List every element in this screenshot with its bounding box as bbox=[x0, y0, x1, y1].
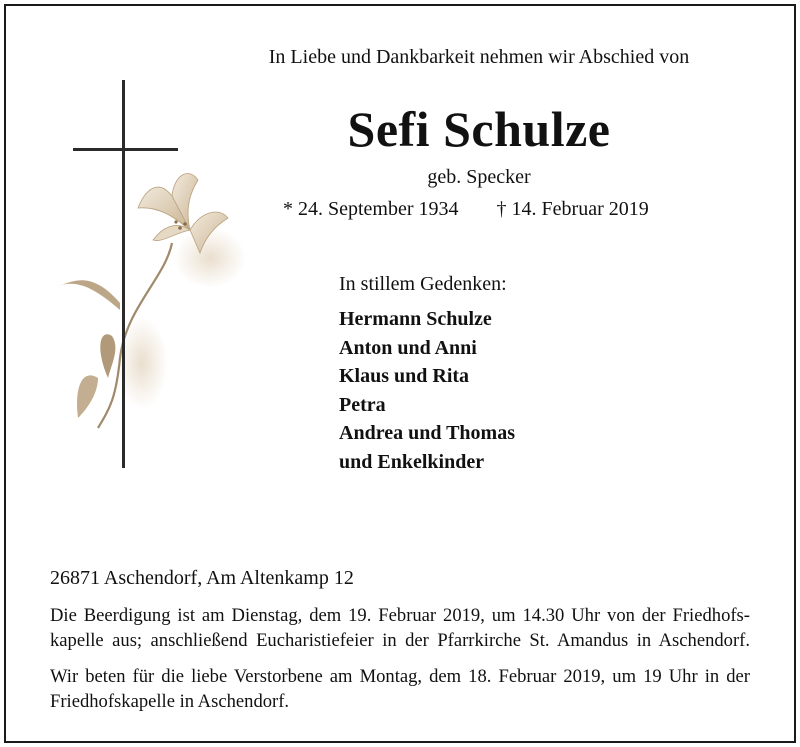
mourner-name: Anton und Anni bbox=[339, 336, 477, 359]
mourner-name: Hermann Schulze bbox=[339, 308, 492, 330]
deceased-name: Sefi Schulze bbox=[347, 101, 611, 157]
mourner-name: und Enkelkinder bbox=[339, 450, 485, 473]
maiden-name: geb. Specker bbox=[427, 166, 531, 188]
prayer-line: Friedhofskapelle in Aschendorf. bbox=[50, 691, 290, 712]
funeral-line: Die Beerdigung ist am Dienstag, dem 19. Februar 2019, um 14.30 Uhr von der Friedhofs- bbox=[50, 605, 750, 626]
mourner-name: Andrea und Thomas bbox=[339, 422, 515, 445]
funeral-details bbox=[50, 603, 750, 653]
mourner-name: Klaus und Rita bbox=[339, 365, 470, 388]
memory-heading: In stillem Gedenken: bbox=[339, 273, 507, 295]
death-date: † 14. Februar 2019 bbox=[496, 198, 649, 220]
prayer-details bbox=[50, 664, 750, 714]
mourners-list bbox=[339, 305, 515, 477]
mourner-name: Petra bbox=[339, 393, 386, 416]
family-address: 26871 Aschendorf, Am Altenkamp 12 bbox=[50, 567, 354, 589]
prayer-line: Wir beten für die liebe Verstorbene am Montag, dem 18. Februar 2019, um 19 Uhr in der bbox=[50, 666, 750, 687]
life-dates bbox=[283, 198, 649, 221]
funeral-line: kapelle aus; anschließend Eucharistiefeier in der Pfarrkirche St. Amandus in Aschendorf. bbox=[50, 630, 750, 651]
intro-line: In Liebe und Dankbarkeit nehmen wir Abschied von bbox=[268, 46, 690, 68]
birth-date: * 24. September 1934 bbox=[283, 198, 459, 220]
